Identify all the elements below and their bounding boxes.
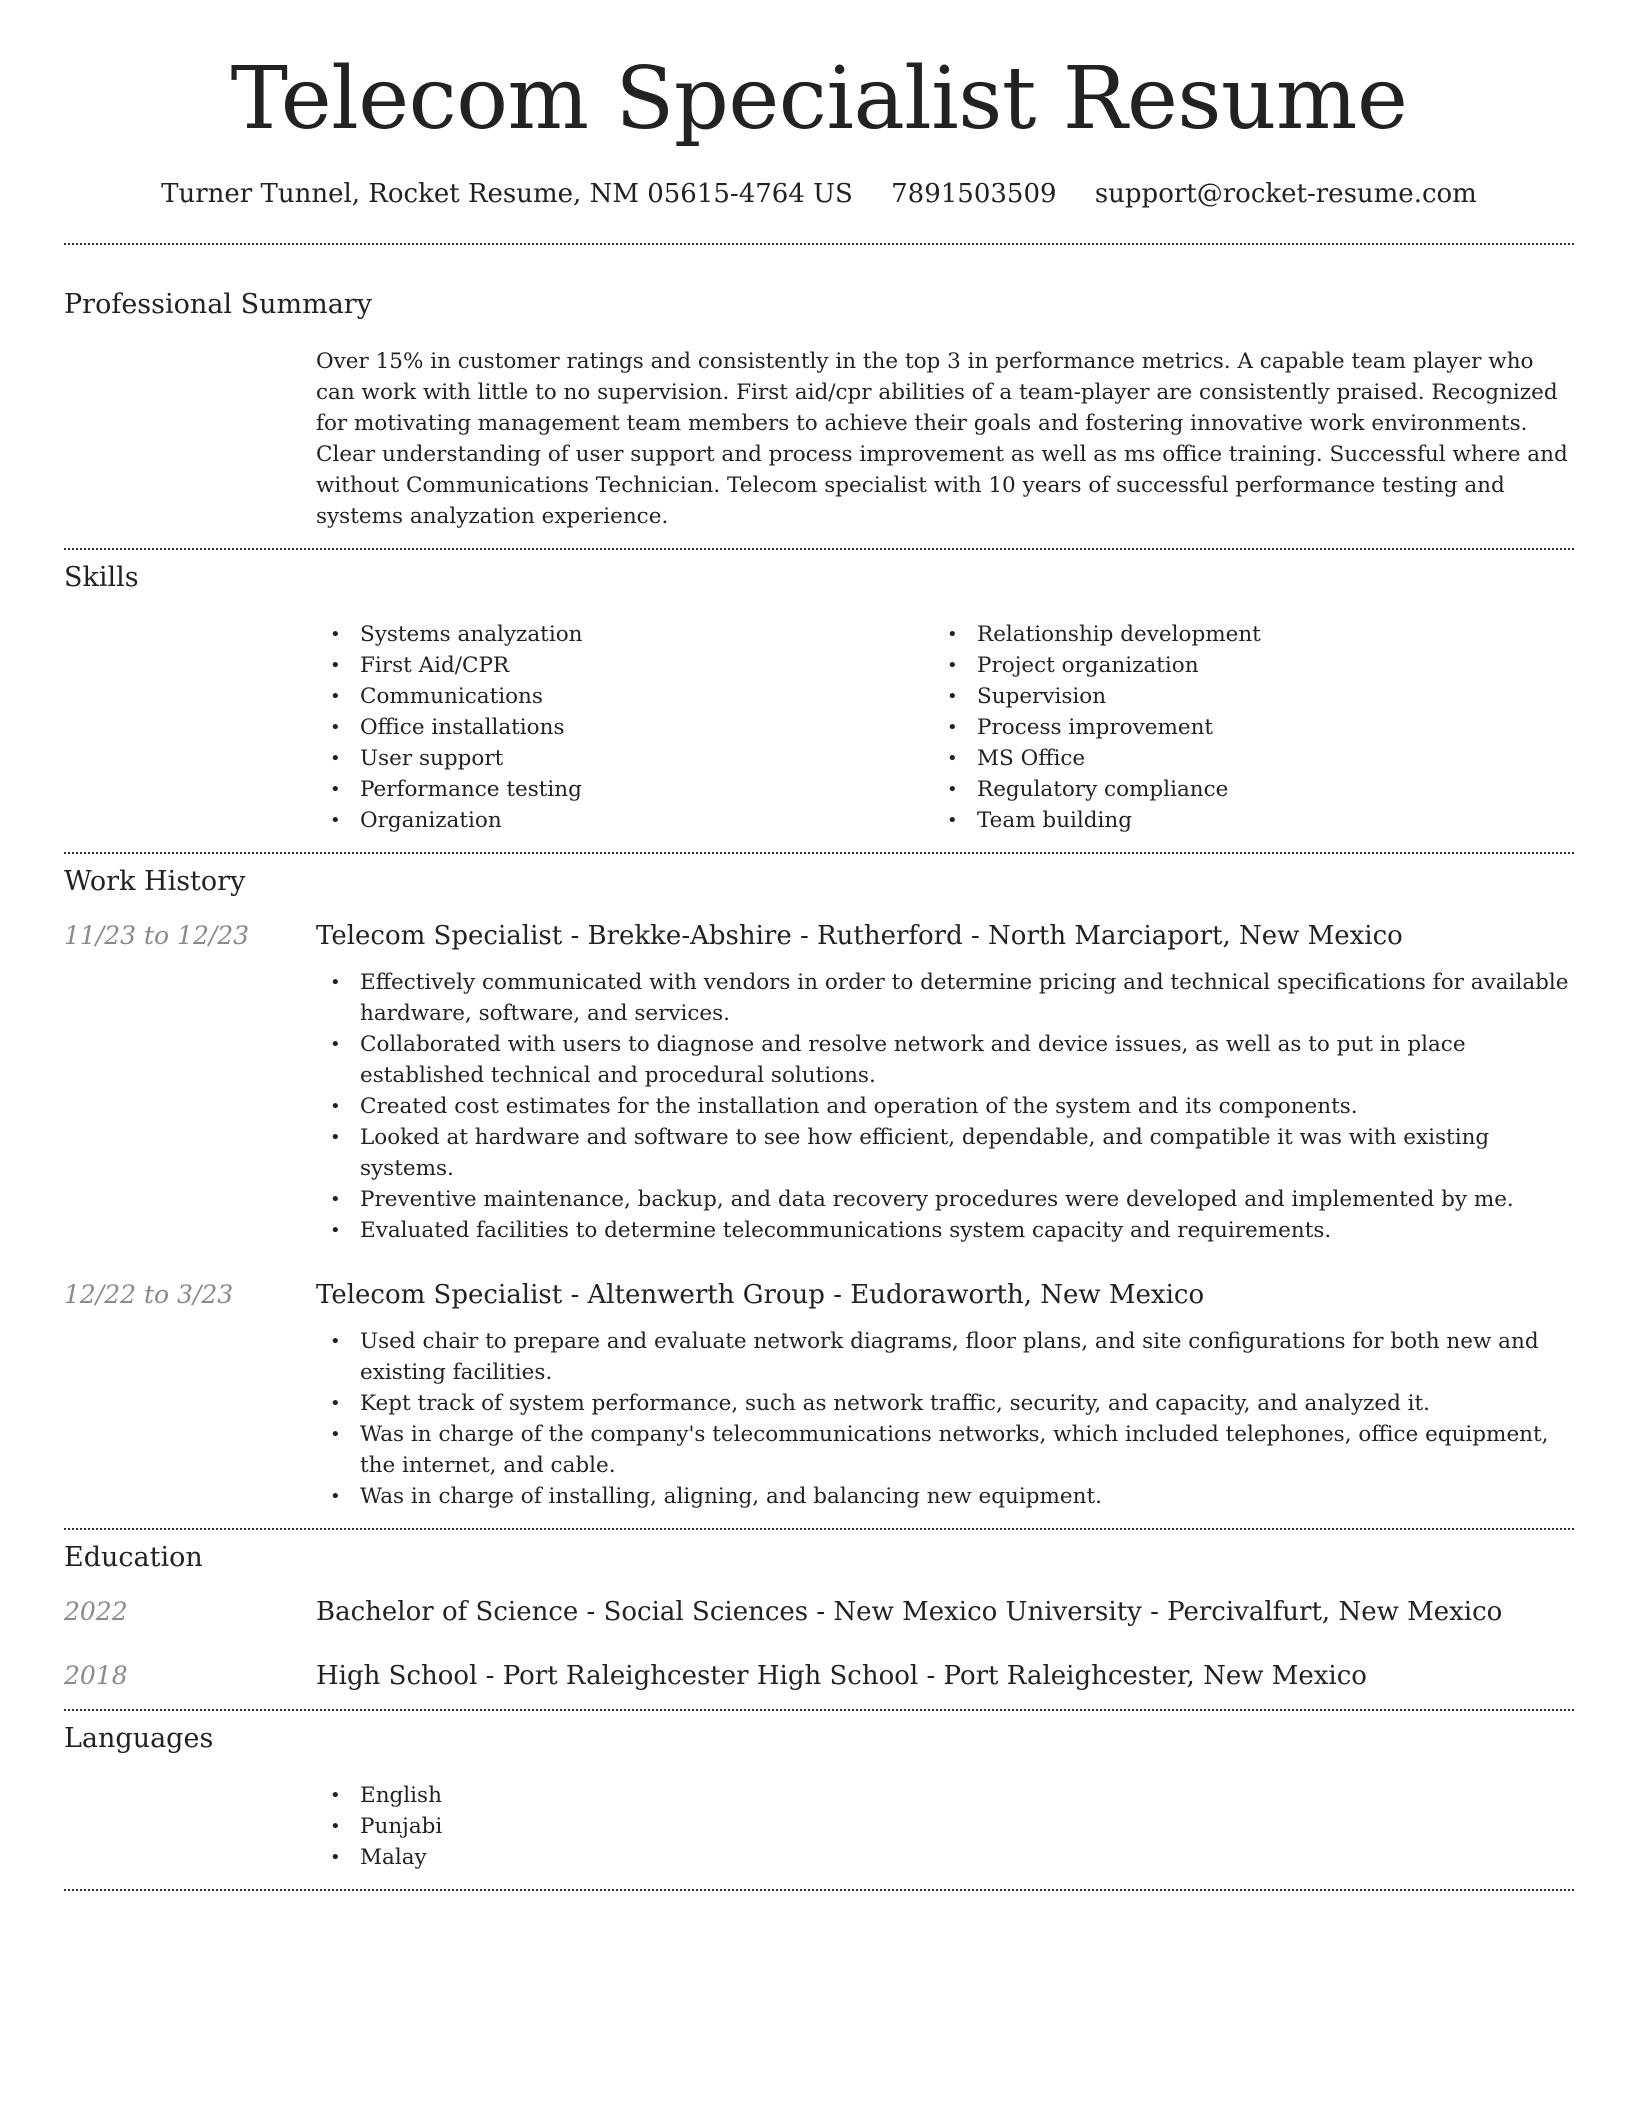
job-bullet: • Was in charge of installing, aligning, and balancing new equipment. <box>316 1481 1574 1512</box>
job-bullets <box>316 967 1574 1246</box>
job-entry <box>64 921 1574 1246</box>
skills-heading: Skills <box>64 561 139 593</box>
job-bullet: • Created cost estimates for the installation and operation of the system and its components. <box>316 1091 1574 1122</box>
skill-item: • Regulatory compliance <box>933 774 1550 805</box>
skill-item: • Performance testing <box>316 774 933 805</box>
skill-item: • First Aid/CPR <box>316 650 933 681</box>
language-item: • Malay <box>316 1842 1574 1873</box>
job-bullet: • Looked at hardware and software to see how efficient, dependable, and compatible it was with existing systems. <box>316 1122 1574 1184</box>
job-bullets <box>316 1326 1574 1512</box>
education-degree: Bachelor of Science - Social Sciences - New Mexico University - Percivalfurt, New Mexico <box>316 1596 1503 1627</box>
languages-heading: Languages <box>64 1722 214 1754</box>
job-entry <box>64 1280 1574 1512</box>
resume-page <box>64 0 1574 1891</box>
job-title: Telecom Specialist - Altenwerth Group - Eudoraworth, New Mexico <box>316 1279 1205 1310</box>
education-entry <box>64 1597 1574 1627</box>
education-heading: Education <box>64 1541 203 1573</box>
skills-section <box>64 550 1574 852</box>
language-item: • English <box>316 1780 1574 1811</box>
skill-item: • Organization <box>316 805 933 836</box>
skill-item: • Relationship development <box>933 619 1550 650</box>
skill-item: • Systems analyzation <box>316 619 933 650</box>
education-degree: High School - Port Raleighcester High School - Port Raleighcester, New Mexico <box>316 1660 1367 1691</box>
job-bullet: • Effectively communicated with vendors in order to determine pricing and technical specifications for available hardware, software, and services. <box>316 967 1574 1029</box>
job-bullet: • Was in charge of the company's telecommunications networks, which included telephones, office equipment, the internet, and cable. <box>316 1419 1574 1481</box>
job-dates: 12/22 to 3/23 <box>64 1279 234 1309</box>
work-section <box>64 854 1574 1528</box>
education-entry <box>64 1661 1574 1691</box>
job-bullet: • Used chair to prepare and evaluate network diagrams, floor plans, and site configurations for both new and existing facilities. <box>316 1326 1574 1388</box>
skills-grid <box>316 619 1574 836</box>
education-year: 2022 <box>64 1596 128 1626</box>
skills-list-left <box>316 619 933 836</box>
skill-item: • Supervision <box>933 681 1550 712</box>
skills-list-right <box>933 619 1550 836</box>
resume-title: Telecom Specialist Resume <box>230 49 1408 149</box>
skill-item: • Communications <box>316 681 933 712</box>
summary-heading: Professional Summary <box>64 288 372 320</box>
work-heading: Work History <box>64 865 246 897</box>
job-title: Telecom Specialist - Brekke-Abshire - Rutherford - North Marciaport, New Mexico <box>316 920 1403 951</box>
language-item: • Punjabi <box>316 1811 1574 1842</box>
skill-item: • Project organization <box>933 650 1550 681</box>
job-dates: 11/23 to 12/23 <box>64 920 250 950</box>
contact-address: Turner Tunnel, Rocket Resume, NM 05615-4764 US <box>161 178 853 209</box>
skill-item: • User support <box>316 743 933 774</box>
summary-text: Over 15% in customer ratings and consistently in the top 3 in performance metrics. A capable team player who can work with little to no supervision. First aid/cpr abilities of a team-player are consistently praised. Recognized for motivating management team members to achieve their goals and fostering innovative work environments. Clear understanding of user support and process improvement as well as ms office training. Successful where and without Communications Technician. Telecom specialist with 10 years of successful performance testing and systems analyzation experience. <box>316 348 1568 529</box>
education-section <box>64 1530 1574 1709</box>
skill-item: • Process improvement <box>933 712 1550 743</box>
summary-section <box>64 245 1574 548</box>
contact-phone: 7891503509 <box>891 178 1057 209</box>
skill-item: • MS Office <box>933 743 1550 774</box>
contact-email: support@rocket-resume.com <box>1094 178 1477 209</box>
skill-item: • Team building <box>933 805 1550 836</box>
job-bullet: • Evaluated facilities to determine telecommunications system capacity and requirements. <box>316 1215 1574 1246</box>
contact-line <box>64 179 1574 209</box>
skill-item: • Office installations <box>316 712 933 743</box>
job-bullet: • Preventive maintenance, backup, and data recovery procedures were developed and implemented by me. <box>316 1184 1574 1215</box>
divider <box>64 1889 1574 1891</box>
education-year: 2018 <box>64 1660 128 1690</box>
job-bullet: • Kept track of system performance, such as network traffic, security, and capacity, and analyzed it. <box>316 1388 1574 1419</box>
job-bullet: • Collaborated with users to diagnose and resolve network and device issues, as well as to put in place established technical and procedural solutions. <box>316 1029 1574 1091</box>
languages-section <box>64 1711 1574 1889</box>
languages-list <box>316 1780 1574 1873</box>
